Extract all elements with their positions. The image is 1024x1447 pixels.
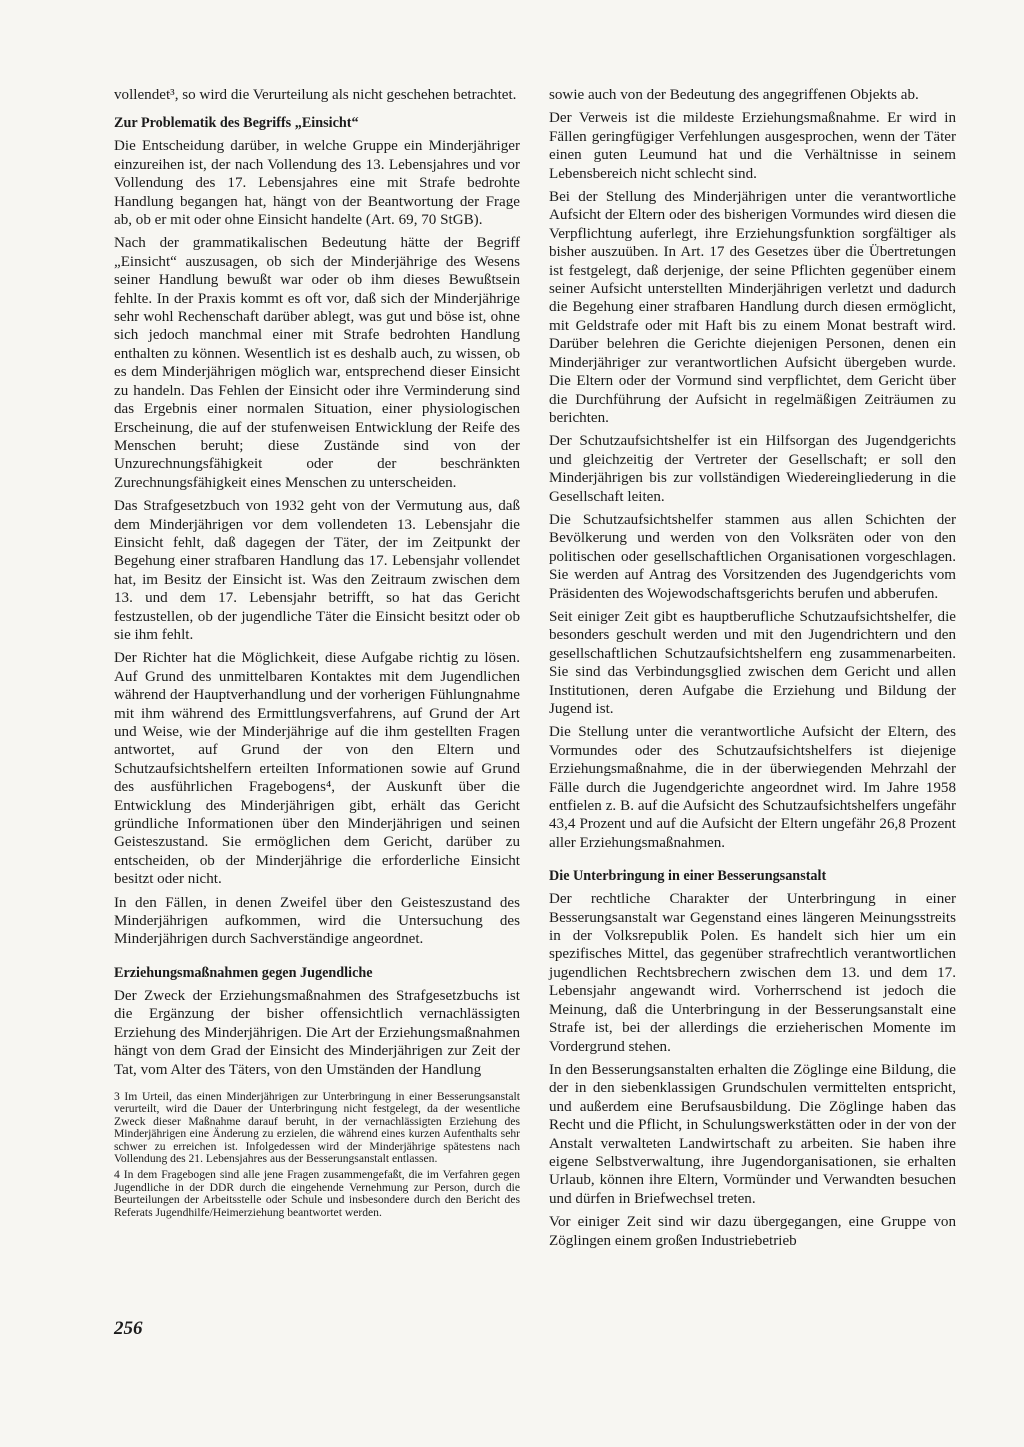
footnote: 3 Im Urteil, das einen Minderjährigen zur Unterbringung in einer Besserungsanstalt verurteilt, wird die Dauer der Unterbringung nicht festgelegt, da der wesentliche Zweck dieser Maßnahme darauf beruht, in der vernachlässigten Erziehung des Minderjährigen eine Änderung zu erzielen, die während eines kurzen Aufenthalts sehr schwer zu erreichen ist. Infolgedessen wird der Minderjährige spätestens nach Vollendung des 21. Lebensjahres aus der Besserungsanstalt entlassen.: [114, 1089, 520, 1165]
right-paragraph: sowie auch von der Bedeutung des angegriffenen Objekts ab.: [549, 87, 919, 103]
left-paragraph: Der Richter hat die Möglichkeit, diese Aufgabe richtig zu lösen. Auf Grund des unmittelbaren Kontaktes mit dem Jugendlichen während der Hauptverhandlung und der vorherigen Fühlungnahme mit ihm während des Ermittlungsverfahrens, auf Grund der Art und Weise, wie der Minderjährige auf die ihm gestellten Fragen antwortet, auf Grund der von den Eltern und Schutzaufsichtshelfern erteilten Informationen sowie auf Grund des ausführlichen Fragebogens⁴, der Auskunft über die Entwicklung des Minderjährigen gibt, erhält das Gericht gründliche Informationen über den Minderjährigen und seinen Geisteszustand. Sie ermöglichen dem Gericht, darüber zu entscheiden, ob der Minderjährige die erforderliche Einsicht besitzt oder nicht.: [114, 650, 520, 888]
right-paragraph: Die Schutzaufsichtshelfer stammen aus allen Schichten der Bevölkerung und werden von den Volksräten oder von den politischen oder gesellschaftlichen Organisationen vorgeschlagen. Sie werden auf Antrag des Vorsitzenden des Jugendgerichts vom Präsidenten des Wojewodschaftsgerichts berufen und abberufen.: [549, 511, 956, 602]
left-paragraph: Das Strafgesetzbuch von 1932 geht von der Vermutung aus, daß dem Minderjährigen vor dem vollendeten 13. Lebensjahr die Einsicht fehlt, daß dagegen der Täter, der im Zeitpunkt der Begehung einer strafbaren Handlung das 17. Lebensjahr vollendet hat, im Besitz der Einsicht ist. Was den Zeitraum zwischen dem 13. und dem 17. Lebensjahr betrifft, so hat das Gericht festzustellen, ob der jugendliche Täter die Einsicht besitzt oder ob sie ihm fehlt.: [114, 498, 520, 643]
right-paragraph: In den Besserungsanstalten erhalten die Zöglinge eine Bildung, die der in den siebenklassigen Grundschulen vermittelten entspricht, und außerdem eine Berufsausbildung. Die Zöglinge haben das Recht und die Pflicht, in Schulungswerkstätten oder in der von der Anstalt verwalteten Landwirtschaft zu arbeiten. Sie haben ihre eigene Selbstverwaltung, ihre Jugendorganisationen, sie erhalten Urlaub, können ihre Eltern, Vormünder und Verwandten besuchen und dürfen in Briefwechsel treten.: [549, 1061, 956, 1207]
right-paragraph: Der Schutzaufsichtshelfer ist ein Hilfsorgan des Jugendgerichts und gleichzeitig der Vertreter der Gesellschaft; er soll den Minderjährigen bis zur vollständigen Wiedereingliederung in die Gesellschaft leiten.: [549, 433, 956, 505]
page-number: 256: [114, 1318, 143, 1339]
right-paragraph: Vor einiger Zeit sind wir dazu übergegangen, eine Gruppe von Zöglingen einem großen Industriebetrieb: [549, 1214, 956, 1249]
left-paragraph: Die Entscheidung darüber, in welche Gruppe ein Minderjähriger einzureihen ist, der nach Vollendung des 13. Lebensjahres und vor Vollendung des 17. Lebensjahres eine mit Strafe bedrohte Handlung begangen hat, hängt von der Beantwortung der Frage ab, ob er mit oder ohne Einsicht handelte (Art. 69, 70 StGB).: [114, 138, 520, 229]
footnotes: [114, 1091, 520, 1219]
right-section-heading: Die Unterbringung in einer Besserungsanstalt: [549, 868, 827, 885]
right-paragraph: Die Stellung unter die verantwortliche Aufsicht der Eltern, des Vormundes oder des Schutzaufsichtshelfers ist diejenige Erziehungsmaßnahme, die in der überwiegenden Mehrzahl der Fälle durch die Jugendgerichte angeordnet wird. Im Jahre 1958 entfielen z. B. auf die Aufsicht des Schutzaufsichtshelfers ungefähr 43,4 Prozent und auf die Aufsicht der Eltern ungefähr 26,8 Prozent aller Erziehungsmaßnahmen.: [549, 724, 956, 851]
right-paragraph: Der rechtliche Charakter der Unterbringung in einer Besserungsanstalt war Gegenstand eines längeren Meinungsstreits in der Volksrepublik Polen. Es handelt sich hier um ein spezifisches Mittel, das gegenüber strafrechtlich verantwortlichen jugendlichen Rechtsbrechern zwischen dem 13. und dem 17. Lebensjahr angewandt wird. Vorherrschend ist jedoch die Meinung, daß die Unterbringung in der Besserungsanstalt eine Strafe ist, bei der allerdings die erzieherischen Momente im Vordergrund stehen.: [549, 891, 956, 1055]
left-column: [114, 86, 520, 1223]
left-paragraph: In den Fällen, in denen Zweifel über den Geisteszustand des Minderjährigen aufkommen, wird die Untersuchung des Minderjährigen durch Sachverständige angeordnet.: [114, 894, 520, 948]
left-section-heading: Zur Problematik des Begriffs „Einsicht“: [114, 115, 359, 132]
footnote: 4 In dem Fragebogen sind alle jene Fragen zusammengefaßt, die im Verfahren gegen Jugendliche in der DDR durch die eingehende Vernehmung zur Person, durch die Beurteilungen der Arbeitsstelle oder Schule und insbesondere durch den Bericht des Referats Jugendhilfe/Heimerziehung beantwortet werden.: [114, 1168, 520, 1219]
right-paragraph: Bei der Stellung des Minderjährigen unter die verantwortliche Aufsicht der Eltern oder des bisherigen Vormundes wird diesen die Verpflichtung auferlegt, ihre Erziehungsfunktion sorgfältiger als bisher auszuüben. In Art. 17 des Gesetzes über die Übertretungen ist festgelegt, daß derjenige, der seine Pflichten gegenüber einem seiner Aufsicht unterstellten Minderjährigen verletzt und dadurch die Begehung einer strafbaren Handlung durch diesen ermöglicht, mit Geldstrafe oder mit Haft bis zu einem Monat bestraft wird. Darüber belehren die Gerichte diejenigen Personen, denen ein Minderjähriger zur verantwortlichen Aufsicht übergeben wurde. Die Eltern oder der Vormund sind verpflichtet, dem Gericht über die Durchführung der Aufsicht in regelmäßigen Zeiträumen zu berichten.: [549, 189, 956, 426]
right-paragraph: Seit einiger Zeit gibt es hauptberufliche Schutzaufsichtshelfer, die besonders geschult werden und mit den Jugendrichtern und den gesellschaftlichen Schutzaufsichtshelfern eng zusammenarbeiten. Sie sind das Verbindungsglied zwischen dem Gericht und allen Institutionen, deren Aufgabe die Erziehung und Bildung der Jugend ist.: [549, 608, 956, 717]
left-paragraph: vollendet³, so wird die Verurteilung als nicht geschehen betrachtet.: [114, 87, 517, 103]
left-paragraph: Der Zweck der Erziehungsmaßnahmen des Strafgesetzbuchs ist die Ergänzung der bisher offensichtlich vernachlässigten Erziehung des Minderjährigen. Die Art der Erziehungsmaßnahmen hängt von dem Grad der Einsicht des Minderjährigen zur Zeit der Tat, vom Alter des Täters, von den Umständen der Handlung: [114, 987, 520, 1078]
right-column: [549, 86, 956, 1255]
left-paragraph: Nach der grammatikalischen Bedeutung hätte der Begriff „Einsicht“ auszusagen, ob sich der Minderjährige des Wesens seiner Handlung bewußt war oder ob ihm dieses Bewußtsein fehlte. In der Praxis kommt es oft vor, daß sich der Minderjährige sehr wohl Rechenschaft darüber ablegt, was gut und böse ist, ohne sich jedoch manchmal einer mit Strafe bedrohten Handlung enthalten zu können. Wesentlich ist es deshalb auch, zu wissen, ob es dem Minderjährigen möglich war, entsprechend dieser Einsicht zu handeln. Das Fehlen der Einsicht oder ihre Verminderung sind das Ergebnis einer normalen Situation, einer physiologischen Erscheinung, die auf der stufenweisen Entwicklung der Reife des Menschen beruht; diese Zustände sind von der Unzurechnungsfähigkeit oder der beschränkten Zurechnungsfähigkeit eines Menschen zu unterscheiden.: [114, 235, 520, 491]
left-section-heading: Erziehungsmaßnahmen gegen Jugendliche: [114, 964, 373, 981]
right-paragraph: Der Verweis ist die mildeste Erziehungsmaßnahme. Er wird in Fällen geringfügiger Verfehlungen ausgesprochen, wenn der Täter einen guten Leumund hat und die Verhältnisse in seinem Lebensbereich nicht schlecht sind.: [549, 110, 956, 182]
